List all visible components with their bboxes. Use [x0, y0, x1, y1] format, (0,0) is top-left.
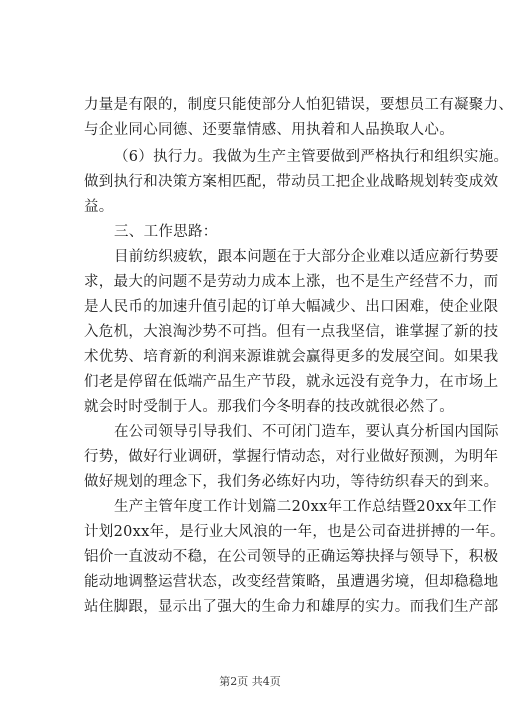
paragraph-line: 能动地调整运营状态，改变经营策略，虽遭遇劣境，但却稳稳地: [84, 574, 499, 590]
paragraph-line: 入危机，大浪淘沙势不可挡。但有一点我坚信，谁掌握了新的技: [84, 324, 499, 340]
section-heading: 三、工作思路：: [114, 224, 218, 240]
paragraph-line: 术优势、培育新的利润来源谁就会赢得更多的发展空间。如果我: [84, 349, 499, 365]
paragraph-line: 计划20xx年，是行业大风浪的一年，也是公司奋进拼搏的一年。: [84, 524, 505, 540]
page-footer: 第2页 共4页: [219, 675, 281, 688]
paragraph-line: 求，最大的问题不是劳动力成本上涨，也不是生产经营不力，而: [84, 274, 499, 290]
paragraph-line: 在公司领导引导我们、不可闭门造车，要认真分析国内国际: [114, 424, 499, 440]
paragraph-line: 做到执行和决策方案相匹配，带动员工把企业战略规划转变成效: [84, 174, 499, 190]
paragraph-line: 是人民币的加速升值引起的订单大幅减少、出口困难，使企业限: [84, 299, 499, 315]
paragraph-line: 目前纺织疲软，跟本问题在于大部分企业难以适应新行势要: [114, 249, 499, 265]
paragraph-line: 们老是停留在低端产品生产节段，就永远没有竞争力，在市场上: [84, 374, 499, 390]
paragraph-line: 益。: [84, 199, 114, 215]
paragraph-line: （6）执行力。我做为生产主管要做到严格执行和组织实施。: [114, 149, 509, 165]
paragraph-line: 铝价一直波动不稳，在公司领导的正确运筹抉择与领导下，积极: [84, 549, 499, 565]
paragraph-line: 就会时时受制于人。那我们今冬明春的技改就很必然了。: [84, 399, 454, 415]
paragraph-line: 做好规划的理念下，我们务必练好内功，等待纺织春天的到来。: [84, 474, 499, 490]
paragraph-line: 行势，做好行业调研，掌握行情动态，对行业做好预测，为明年: [84, 449, 499, 465]
paragraph-line: 生产主管年度工作计划篇二20xx年工作总结暨20xx年工作: [114, 499, 497, 515]
paragraph-line: 力量是有限的，制度只能使部分人怕犯错误，要想员工有凝聚力、: [84, 97, 513, 113]
paragraph-line: 与企业同心同德、还要靠情感、用执着和人品换取人心。: [84, 122, 454, 138]
paragraph-line: 站住脚跟，显示出了强大的生命力和雄厚的实力。而我们生产部: [84, 599, 499, 615]
